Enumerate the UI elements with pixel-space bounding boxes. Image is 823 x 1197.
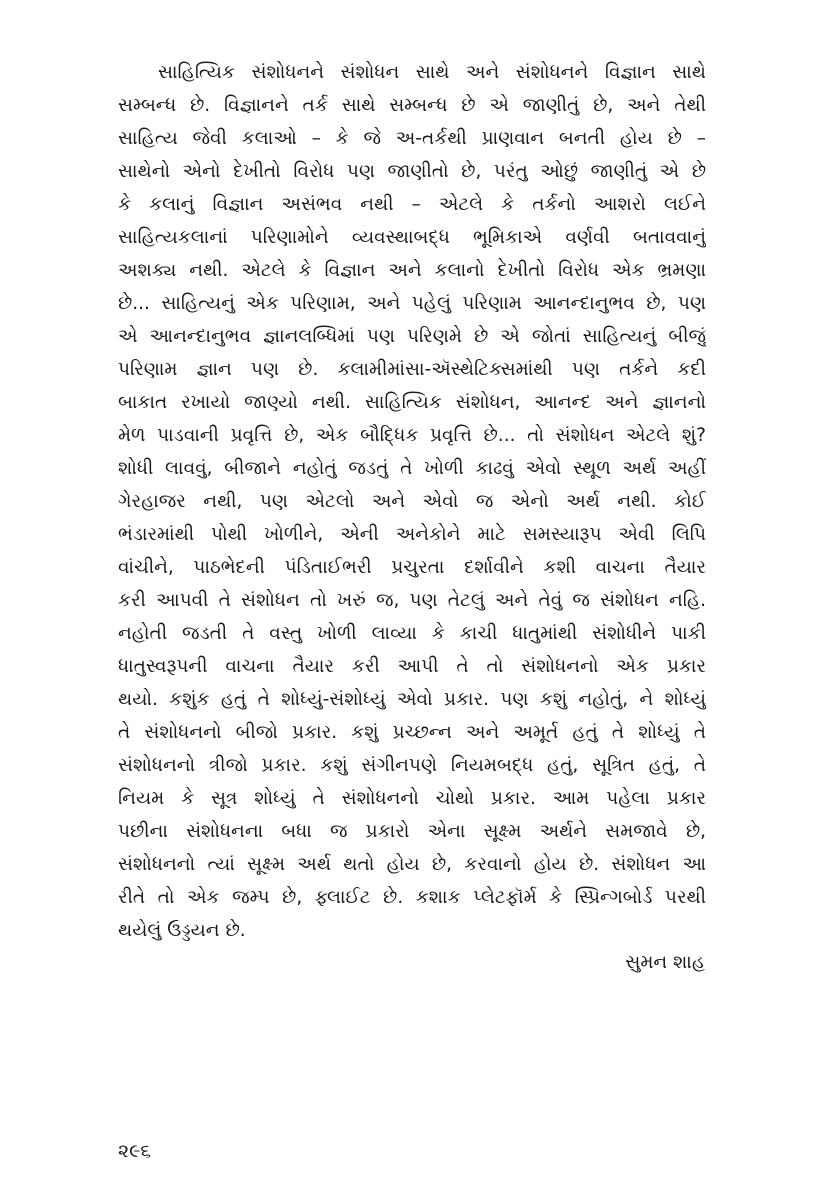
text-line: રીતે તો એક જમ્પ છે, ફ્લાઈટ છે. કશાક પ્લેટફૉર્મ કે સ્પ્રિન્ગબોર્ડ પરથી — [118, 887, 706, 908]
page-number: ૨૯૬ — [118, 1140, 152, 1162]
text-line: કરી આપવી તે સંશોધન તો ખરું જ, પણ તેટલું અને તેવું જ સંશોધન નહિ. — [118, 590, 706, 611]
text-line: ભંડારમાંથી પોથી ખોળીને, એની અનેકોને માટે સમસ્યારૂપ એવી લિપિ — [118, 524, 706, 545]
text-line: ધાતુસ્વરૂપની વાચના તૈયાર કરી આપી તે તો સંશોધનનો એક પ્રકાર — [118, 656, 706, 677]
text-line: તે સંશોધનનો બીજો પ્રકાર. કશું પ્રચ્છન્ન અને અમૂર્ત હતું તે શોધ્યું તે — [118, 722, 706, 743]
text-line: સમ્બન્ધ છે. વિજ્ઞાનને તર્ક સાથે સમ્બન્ધ છે એ જાણીતું છે, અને તેથી — [118, 95, 706, 116]
text-line: સાહિત્ય જેવી કલાઓ – કે જે અ-તર્કથી પ્રાણવાન બનતી હોય છે – — [118, 128, 706, 149]
author-signature: સુમન શાહ — [625, 952, 705, 973]
text-line: નહોતી જડતી તે વસ્તુ ખોળી લાવ્યા કે કાચી ધાતુમાંથી સંશોધીને પાકી — [118, 623, 706, 644]
text-line: સંશોધનનો ત્યાં સૂક્ષ્મ અર્થ થતો હોય છે, કરવાનો હોય છે. સંશોધન આ — [118, 854, 706, 875]
text-line: શોધી લાવવું, બીજાને નહોતું જડતું તે ખોળી કાઢવું એવો સ્થૂળ અર્થ અહીં — [118, 458, 706, 479]
text-line: થયેલું ઉડ્ડયન છે. — [118, 920, 246, 941]
text-line: સાથેનો એનો દેખીતો વિરોધ પણ જાણીતો છે, પરંતુ ઓછું જાણીતું એ છે — [118, 161, 706, 182]
text-line: સાહિત્યકલાનાં પરિણામોને વ્યવસ્થાબદ્ધ ભૂમિકાએ વર્ણવી બતાવવાનું — [118, 227, 706, 248]
body-paragraph — [118, 56, 706, 947]
text-line: બાકાત રખાયો જાણ્યો નથી. સાહિત્યિક સંશોધન, આનન્દ અને જ્ઞાનનો — [118, 392, 706, 413]
text-line: વાંચીને, પાઠભેદની પંડિતાઈભરી પ્રચુરતા દર્શાવીને કશી વાચના તૈયાર — [118, 557, 706, 578]
text-line: ગેરહાજર નથી, પણ એટલો અને એવો જ એનો અર્થ નથી. કોઈ — [118, 491, 706, 512]
text-line: મેળ પાડવાની પ્રવૃત્તિ છે, એક બૌદ્ધિક પ્રવૃત્તિ છે... તો સંશોધન એટલે શું? — [118, 425, 706, 446]
text-line: છે... સાહિત્યનું એક પરિણામ, અને પહેલું પરિણામ આનન્દાનુભવ છે, પણ — [118, 293, 706, 314]
text-line: અશક્ય નથી. એટલે કે વિજ્ઞાન અને કલાનો દેખીતો વિરોધ એક ભ્રમણા — [118, 260, 706, 281]
text-line: થયો. કશુંક હતું તે શોધ્યું-સંશોધ્યું એવો પ્રકાર. પણ કશું નહોતું, ને શોધ્યું — [118, 689, 706, 710]
text-line: પછીના સંશોધનના બધા જ પ્રકારો એના સૂક્ષ્મ અર્થને સમજાવે છે, — [118, 821, 706, 842]
text-line: પરિણામ જ્ઞાન પણ છે. કલામીમાંસા-ઍસ્થેટિક્સમાંથી પણ તર્કને કદી — [118, 359, 706, 380]
text-line: નિયમ કે સૂત્ર શોધ્યું તે સંશોધનનો ચોથો પ્રકાર. આમ પહેલા પ્રકાર — [118, 788, 706, 809]
text-line: એ આનન્દાનુભવ જ્ઞાનલબ્ધિમાં પણ પરિણમે છે એ જોતાં સાહિત્યનું બીજું — [118, 326, 706, 347]
text-line: કે કલાનું વિજ્ઞાન અસંભવ નથી – એટલે કે તર્કનો આશરો લઈને — [118, 194, 706, 215]
text-line: સંશોધનનો ત્રીજો પ્રકાર. કશું સંગીનપણે નિયમબદ્ધ હતું, સૂત્રિત હતું, તે — [118, 755, 706, 776]
text-line: સાહિત્યિક સંશોધનને સંશોધન સાથે અને સંશોધનને વિજ્ઞાન સાથે — [158, 62, 706, 83]
